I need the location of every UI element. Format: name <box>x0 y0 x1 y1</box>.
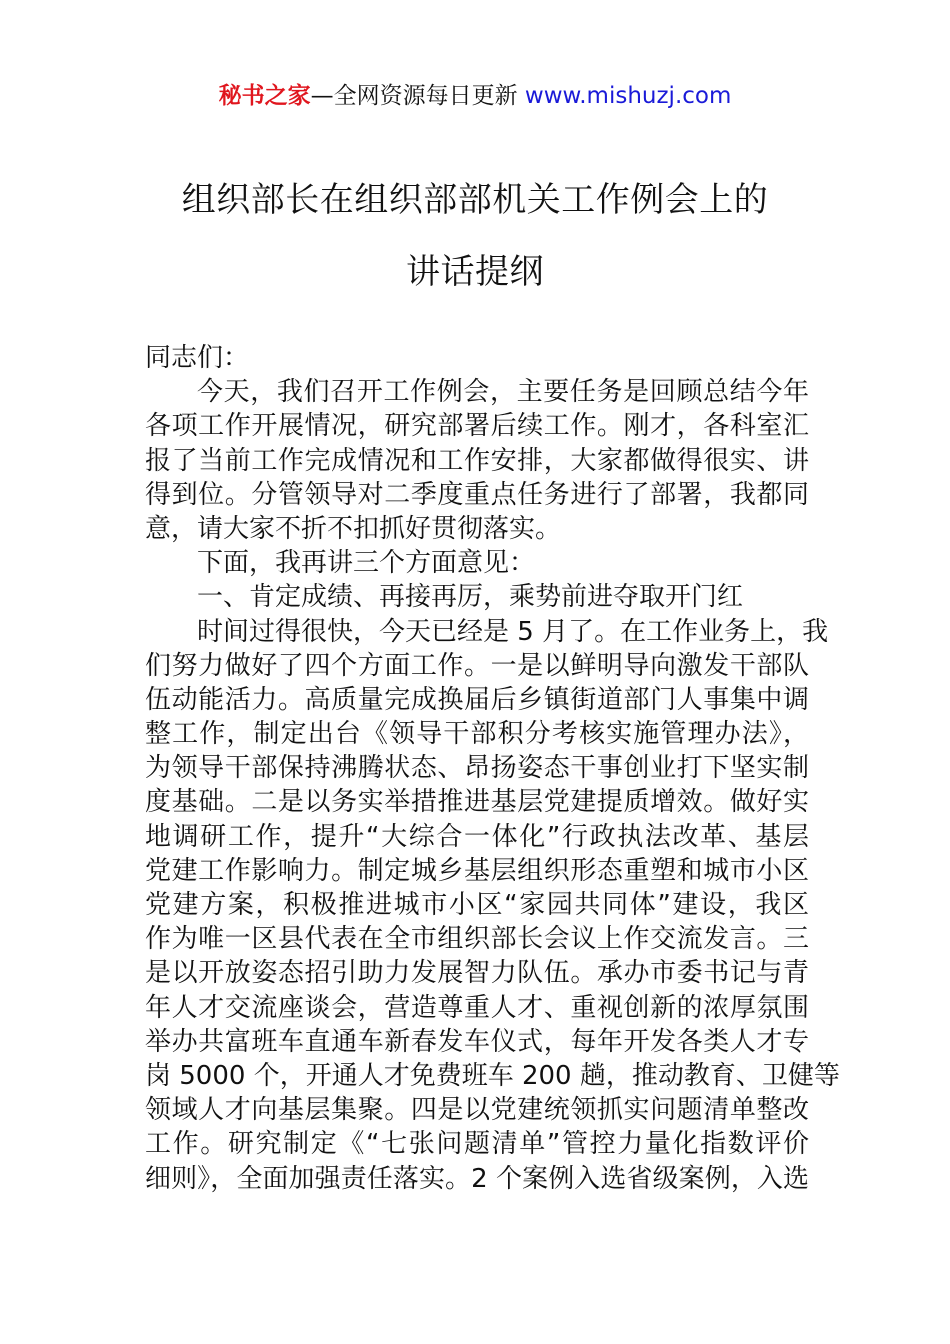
body-line: 为领导干部保持沸腾状态、昂扬姿态干事创业打下坚实制 <box>145 753 809 784</box>
document-body <box>145 341 840 1196</box>
salutation: 同志们： <box>145 343 250 373</box>
body-line: 细则》，全面加强责任落实。2 个案例入选省级案例，入选 <box>145 1163 809 1194</box>
body-line: 得到位。分管领导对二季度重点任务进行了部署，我都同 <box>145 479 809 510</box>
brand-name: 秘书之家 <box>218 83 311 109</box>
body-line: 工作。研究制定《“七张问题清单”管控力量化指数评价 <box>145 1129 809 1160</box>
document-title-line-1: 组织部长在组织部部机关工作例会上的 <box>181 180 769 220</box>
body-line: 意，请大家不折不扣抓好贯彻落实。 <box>145 513 562 544</box>
body-line: 报了当前工作完成情况和工作安排，大家都做得很实、讲 <box>145 445 809 476</box>
section-heading: 一、肯定成绩、再接再厉，乘势前进夺取开门红 <box>197 582 744 613</box>
body-line: 地调研工作，提升“大综合一体化”行政执法改革、基层 <box>145 821 809 852</box>
header-tagline: —全网资源每日更新 <box>310 83 518 109</box>
body-line: 伍动能活力。高质量完成换届后乡镇街道部门人事集中调 <box>145 684 809 715</box>
body-line: 岗 5000 个，开通人才免费班车 200 趟，推动教育、卫健等 <box>145 1060 840 1091</box>
body-line: 下面，我再讲三个方面意见： <box>197 548 536 579</box>
site-header <box>0 80 950 112</box>
body-line: 各项工作开展情况，研究部署后续工作。刚才，各科室汇 <box>145 411 809 442</box>
site-url-link[interactable]: www.mishuzj.com <box>524 83 732 109</box>
body-line: 是以开放姿态招引助力发展智力队伍。承办市委书记与青 <box>145 958 809 989</box>
body-line: 举办共富班车直通车新春发车仪式，每年开发各类人才专 <box>145 1026 809 1057</box>
body-line: 党建工作影响力。制定城乡基层组织形态重塑和城市小区 <box>145 855 809 886</box>
body-line: 度基础。二是以务实举措推进基层党建提质增效。做好实 <box>145 787 809 818</box>
document-title-line-2: 讲话提纲 <box>406 252 544 292</box>
body-line: 今天，我们召开工作例会，主要任务是回顾总结今年 <box>197 377 809 408</box>
body-line: 作为唯一区县代表在全市组织部长会议上作交流发言。三 <box>145 924 809 955</box>
body-line: 党建方案，积极推进城市小区“家园共同体”建设，我区 <box>145 890 809 920</box>
body-line: 年人才交流座谈会，营造尊重人才、重视创新的浓厚氛围 <box>145 992 809 1023</box>
body-line: 整工作，制定出台《领导干部积分考核实施管理办法》， <box>145 719 809 750</box>
body-line: 们努力做好了四个方面工作。一是以鲜明导向激发干部队 <box>145 650 809 681</box>
body-line: 领域人才向基层集聚。四是以党建统领抓实问题清单整改 <box>145 1095 809 1126</box>
body-line: 时间过得很快，今天已经是 5 月了。在工作业务上，我 <box>197 616 829 647</box>
